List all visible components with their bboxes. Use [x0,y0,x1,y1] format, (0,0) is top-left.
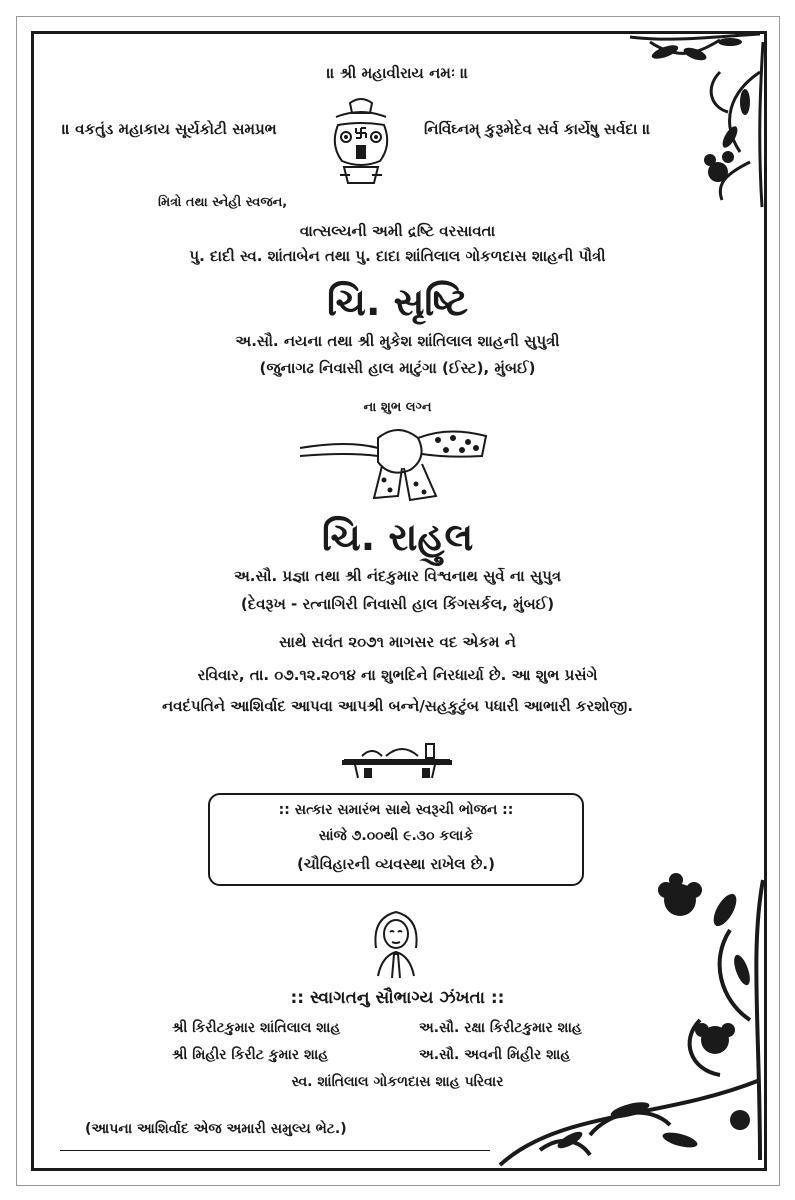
groom-parents: અ.સૌ. પ્રજ્ઞા તથા શ્રી નંદકુમાર વિશ્વનાથ સુર્વે ના સુપુત્ર [233,567,562,585]
grandparents-line: પુ. દાદી સ્વ. શાંતાબેન તથા પુ. દાદા શાંતિલાલ ગોકળદાસ શાહની પૌત્રી [189,247,606,265]
family-name: સ્વ. શાંતિલાલ ગોકળદાસ શાહ પરિવાર [291,1074,504,1090]
wedding-knot-icon [298,418,488,502]
mantra-vakratunda-left: ॥ વકતુંડ મહાકાય સૂર્યકોટી સમપ્રભ [62,120,277,138]
host-name: અ.સૌ. અવની મિહીર શાહ [419,1047,571,1063]
reception-title: :: સત્કાર સમારંભ સાથે સ્વરૂચી ભોજન :: [278,802,514,818]
bride-place: (જુનાગઢ નિવાસી હાલ માટુંગા (ઈસ્ટ), મુંબઈ) [259,359,536,377]
host-name: શ્રી કિરીટકુમાર શાંતિલાલ શાહ [172,1020,341,1036]
reception-time: સાંજે ૭.૦૦થી ૯.૩૦ કલાકે [318,828,474,844]
bride-name: ચિ. સૃષ્ટિ [326,280,469,324]
date-line-3: નવદંપતિને આશિર્વાદ આપવા આપશ્રી બન્ને/સહકુટુંબ પધારી આભારી કરશોજી. [161,697,634,715]
footer-divider [60,1150,490,1151]
host-name: શ્રી મિહીર કિરીટ કુમાર શાહ [172,1047,329,1063]
mantra-vakratunda-right: નિર્વિઘ્નમ્ કુરૂમેદેવ સર્વ કાર્યેષુ સર્વદા ॥ [424,120,651,138]
dining-table-icon [342,738,452,780]
groom-place: (દેવરૂખ - રત્નાગિરી નિવાસી હાલ કિંગસર્કલ, મુંબઈ) [240,595,555,613]
wedding-label: ના શુભ લગ્ન [363,400,432,415]
namaste-icon [368,908,424,980]
greeting: મિત્રો તથા સ્નેહી સ્વજન, [158,195,288,210]
reception-note: (ચૌવિહારની વ્યવસ્થા રાખેલ છે.) [297,855,495,873]
host-name: અ.સૌ. રક્ષા કિરીટકુમાર શાહ [419,1020,582,1036]
kalash-icon [326,95,396,187]
bride-parents: અ.સૌ. નયના તથા શ્રી મુકેશ શાંતિલાલ શાહની સુપુત્રી [235,332,560,350]
reception-box [208,793,584,886]
footer-note: (આપના આશિર્વાદ એજ અમારી સમુલ્ય ભેટ.) [85,1121,347,1137]
date-line-1: સાથે સવંત ૨૦૭૧ માગસર વદ એકમ ને [279,633,516,651]
groom-name: ચિ. રાહુલ [321,515,474,559]
mantra-mahaviraya: ॥ શ્રી મહાવીરાય નમઃ ॥ [326,64,469,82]
welcome-title: :: સ્વાગતનુ સૌભાગ્ય ઝંખતા :: [290,988,505,1008]
blessing-line-1: વાત્સલ્યની અમી દ્રષ્ટિ વરસાવતા [299,222,496,240]
date-line-2: રવિવાર, તા. ૦૭.૧૨.૨૦૧૪ ના શુભદિને નિરધાર્યા છે. આ શુભ પ્રસંગે [197,666,598,684]
